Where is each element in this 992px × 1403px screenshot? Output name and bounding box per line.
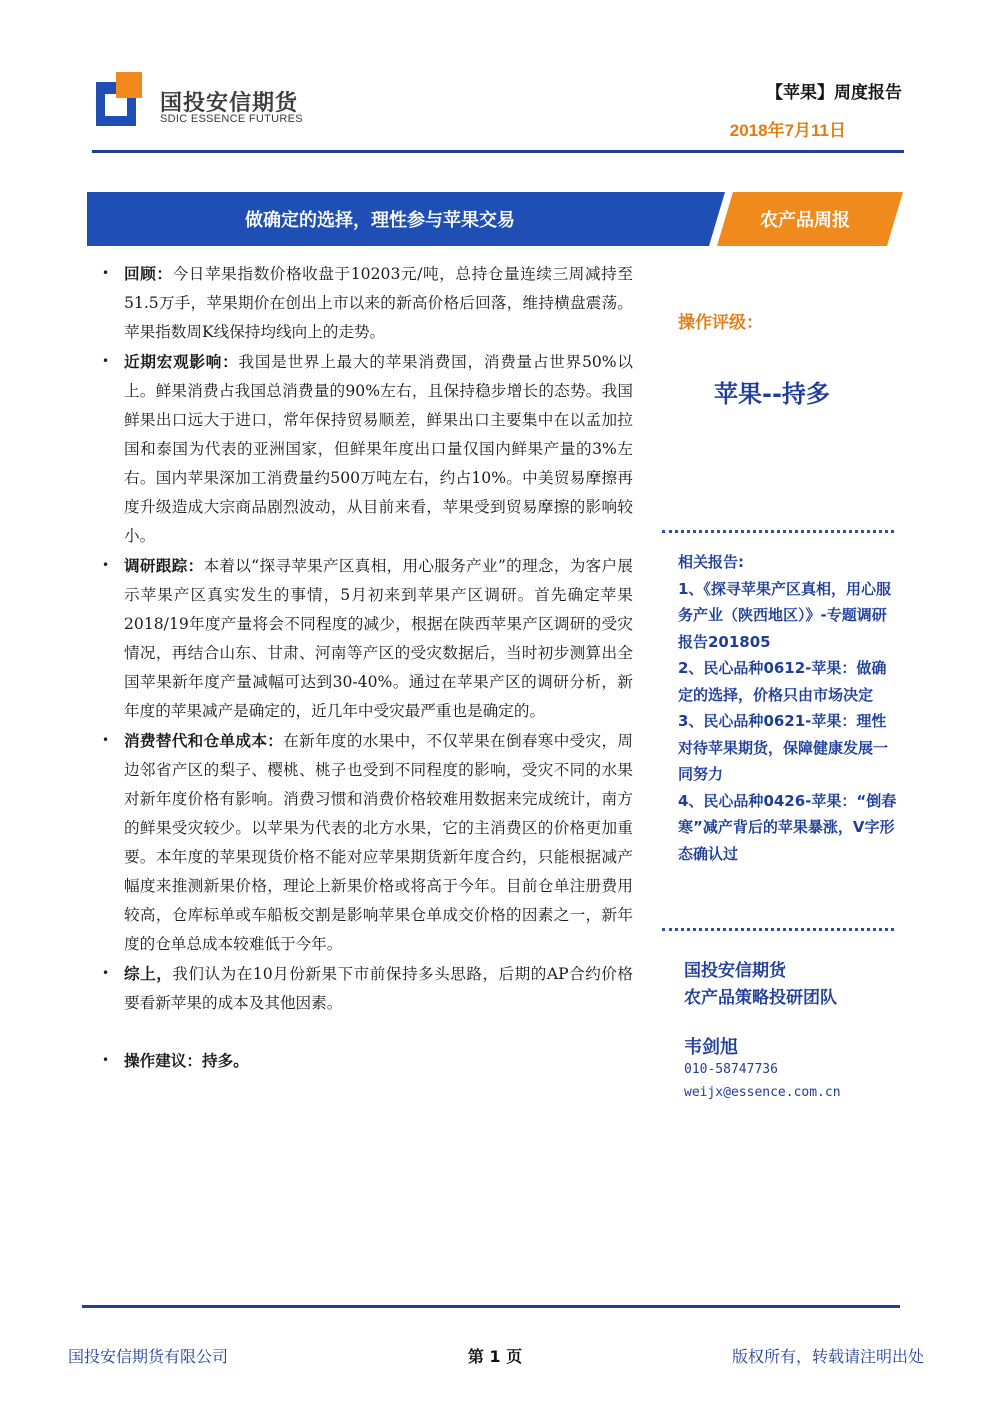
bullet-text: 持多。 <box>201 1051 249 1070</box>
bullet-lead: 近期宏观影响： <box>124 352 239 371</box>
bullet-summary <box>98 959 633 1018</box>
related-reports <box>678 549 898 867</box>
sidebar-divider <box>662 530 894 533</box>
team-name: 农产品策略投研团队 <box>684 988 837 1008</box>
page-number: 第 1 页 <box>467 1347 523 1366</box>
related-report-item[interactable]: 1、《探寻苹果产区真相，用心服务产业（陕西地区）》-专题调研报告201805 <box>678 579 891 651</box>
bullet-text: 在新年度的水果中，不仅苹果在倒春寒中受灾，周边邻省产区的梨子、樱桃、桃子也受到不同程度的影响，受灾不同的水果对新年度价格有影响。消费习惯和消费价格较难用数据来完成统计，南方的鲜果受灾较少。以苹果为代表的北方水果，它的主消费区的价格更加重要。本年度的苹果现货价格不能对应苹果期货新年度合约，只能根据减产幅度来推测新果价格，理论上新果价格或将高于今年。目前仓单注册费用较高，仓库标单或车船板交割是影响苹果仓单成交价格的因素之一，新年度的仓单总成本较难低于今年。 <box>124 732 633 953</box>
report-body <box>98 259 633 1076</box>
sidebar-divider <box>662 928 894 931</box>
analyst-phone: 010-58747736 <box>684 1062 778 1077</box>
bullet-dot-icon: • <box>102 1053 110 1067</box>
header-divider <box>92 150 904 153</box>
company-logo-icon <box>96 72 144 128</box>
report-category: 农产品周报 <box>760 210 850 231</box>
footer-company: 国投安信期货有限公司 <box>68 1347 229 1366</box>
report-title: 做确定的选择，理性参与苹果交易 <box>245 210 515 231</box>
bullet-lead: 消费替代和仓单成本： <box>124 731 284 750</box>
report-date: 2018年7月11日 <box>729 121 846 140</box>
report-type: 【苹果】周度报告 <box>766 83 902 103</box>
related-reports-title: 相关报告: <box>678 553 744 571</box>
footer-copyright: 版权所有，转载请注明出处 <box>731 1347 924 1366</box>
rating-label: 操作评级： <box>678 313 763 333</box>
bullet-lead: 回顾： <box>124 264 173 283</box>
bullet-text: 今日苹果指数价格收盘于10203元/吨，总持仓量连续三周减持至51.5万手，苹果期价在创出上市以来的新高价格后回落，维持横盘震荡。苹果指数周K线保持均线向上的走势。 <box>124 265 633 341</box>
rating-value: 苹果--持多 <box>714 380 830 408</box>
related-report-item[interactable]: 2、民心品种0612-苹果：做确定的选择，价格只由市场决定 <box>678 659 887 704</box>
bullet-text: 我国是世界上最大的苹果消费国，消费量占世界50%以上。鲜果消费占我国总消费量的90%左右，且保持稳步增长的态势。我国鲜果出口远大于进口，常年保持贸易顺差，鲜果出口主要集中在以孟加拉国和泰国为代表的亚洲国家，但鲜果年度出口量仅国内鲜果产量的3%左右。国内苹果深加工消费量约500万吨左右，约占10%。中美贸易摩擦再度升级造成大宗商品剧烈波动，从目前来看，苹果受到贸易摩擦的影响较小。 <box>124 353 633 545</box>
related-report-item[interactable]: 4、民心品种0426-苹果：“倒春寒”减产背后的苹果暴涨，V字形态确认过 <box>678 791 897 863</box>
company-name-en: SDIC ESSENCE FUTURES <box>160 113 303 125</box>
bullet-lead: 操作建议： <box>124 1051 202 1070</box>
bullet-lead: 综上， <box>124 964 173 983</box>
bullet-dot-icon: • <box>102 966 110 980</box>
bullet-dot-icon: • <box>102 354 110 368</box>
bullet-lead: 调研跟踪： <box>124 556 204 575</box>
bullet-text: 本着以“探寻苹果产区真相，用心服务产业”的理念，为客户展示苹果产区真实发生的事情，5月初来到苹果产区调研。首先确定苹果2018/19年度产量将会不同程度的减少，根据在陕西苹果产区调研的受灾情况，再结合山东、甘肃、河南等产区的受灾数据后，当时初步测算出全国苹果新年度产量减幅可达到30-40%。通过在苹果产区的调研分析，新年度的苹果减产是确定的，近几年中受灾最严重也是确定的。 <box>124 557 633 720</box>
bullet-dot-icon: • <box>102 733 110 747</box>
bullet-substitution <box>98 726 633 959</box>
analyst-name: 韦剑旭 <box>684 1037 738 1058</box>
bullet-research <box>98 551 633 726</box>
bullet-dot-icon: • <box>102 558 110 572</box>
related-report-item[interactable]: 3、民心品种0621-苹果：理性对待苹果期货，保障健康发展一同努力 <box>678 712 889 783</box>
bullet-macro <box>98 347 633 551</box>
bullet-advice <box>98 1046 633 1076</box>
bullet-review <box>98 259 633 347</box>
team-company: 国投安信期货 <box>684 961 786 981</box>
footer-divider <box>82 1305 900 1308</box>
bullet-text: 我们认为在10月份新果下市前保持多头思路，后期的AP合约价格要看新苹果的成本及其他因素。 <box>124 965 633 1012</box>
company-name-cn: 国投安信期货 <box>160 91 299 116</box>
analyst-email[interactable]: weijx@essence.com.cn <box>684 1085 841 1100</box>
research-team <box>684 958 837 1012</box>
bullet-dot-icon: • <box>102 266 110 280</box>
